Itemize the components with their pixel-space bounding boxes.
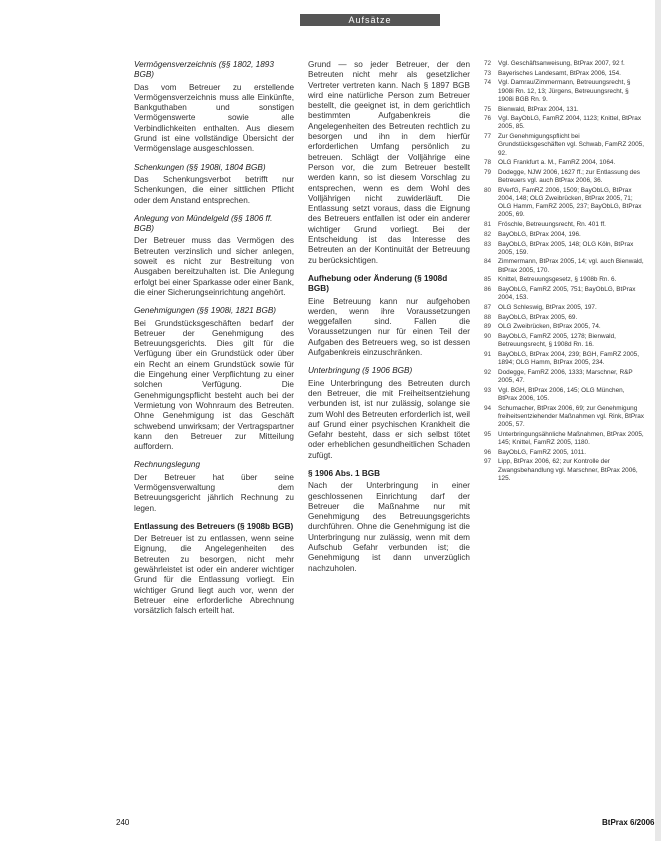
footnote-item: [484, 241, 644, 257]
footnote-item: [484, 449, 644, 457]
footnote-item: [484, 159, 644, 167]
footnote-number: 76: [484, 115, 492, 123]
footnote-item: [484, 187, 644, 220]
section-heading: Anlegung von Mündelgeld (§§ 1806 ff. BGB): [134, 213, 273, 234]
footnote-text: OLG Zweibrücken, BtPrax 2005, 74.: [498, 323, 601, 331]
footnote-item: [484, 333, 644, 349]
section-body: Das vom Betreuer zu erstellende Vermögensverzeichnis muss alle Einkünfte, Bankguthaben und sonstigen Vermögenswerte sowie alle Verbindlichkeiten enthalten. Aus diesem Grund ist eine vollständige Übersicht der Vermögenslage ausgeschlossen.: [134, 82, 294, 154]
footnote-number: 91: [484, 351, 492, 358]
footnote-item: [484, 231, 644, 239]
footnote-number: 90: [484, 333, 492, 341]
text-section: [308, 274, 470, 358]
footnote-list: [484, 60, 644, 483]
footnote-item: [484, 133, 644, 158]
footnote-item: [484, 431, 644, 447]
footnote-number: 93: [484, 386, 492, 394]
footnote-number: 96: [484, 448, 492, 456]
footnote-number: 78: [484, 159, 492, 167]
section-heading: Entlassung des Betreuers (§ 1908b BGB): [134, 521, 294, 531]
text-section: [134, 163, 294, 206]
footnote-number: 75: [484, 105, 492, 113]
footnote-number: 87: [484, 303, 492, 311]
footnote-number: 82: [484, 230, 492, 238]
footnote-number: 80: [484, 186, 492, 194]
page-edge-shadow: [655, 0, 661, 841]
section-heading: Unterbringung (§ 1906 BGB): [308, 366, 413, 376]
footnote-text: Vgl. BayObLG, FamRZ 2004, 1123; Knittel, BtPrax 2005, 85.: [498, 115, 642, 131]
footnote-number: 92: [484, 368, 492, 376]
text-section: [134, 214, 294, 298]
section-heading: Vermögensverzeichnis (§§ 1802, 1893 BGB): [134, 60, 274, 80]
footnote-text: Fröschle, Betreuungsrecht, Rn. 401 ff.: [498, 221, 606, 229]
footnote-number: 72: [484, 60, 492, 67]
footnote-item: [484, 314, 644, 322]
footnote-number: 86: [484, 286, 492, 294]
footnote-text: Vgl. Damrau/Zimmermann, Betreuungsrecht, § 1908i Rn. 12, 13; Jürgens, Betreuungsrecht, § 1908i BGB Rn. 9.: [498, 79, 631, 103]
section-heading: § 1906 Abs. 1 BGB: [308, 468, 381, 478]
footnote-number: 85: [484, 276, 492, 284]
footnote-text: Bayerisches Landesamt, BtPrax 2006, 154.: [498, 69, 621, 77]
footnote-number: 83: [484, 240, 492, 248]
footnote-number: 89: [484, 323, 492, 331]
footnote-text: BayObLG, FamRZ 2005, 1011.: [498, 448, 586, 456]
footnote-text: BayObLG, BtPrax 2004, 196.: [498, 230, 581, 238]
footnote-item: [484, 387, 644, 403]
footnote-item: [484, 169, 644, 185]
section-heading: Schenkungen (§§ 1908i, 1804 BGB): [134, 162, 266, 172]
section-heading: Aufhebung oder Änderung (§ 1908d BGB): [308, 273, 448, 294]
text-section: [308, 469, 470, 574]
page-number: 240: [116, 818, 130, 827]
footnote-text: BayObLG, BtPrax 2005, 148; OLG Köln, BtPrax 2005, 159.: [498, 240, 634, 256]
journal-issue: BtPrax 6/2006: [602, 818, 655, 827]
footnote-item: [484, 286, 644, 302]
footnote-text: Lipp, BtPrax 2006, 62; zur Kontrolle der Zwangsbehandlung vgl. Marschner, BtPrax 2006, 125.: [498, 458, 638, 482]
text-section: [308, 366, 470, 461]
footnote-number: 79: [484, 168, 492, 176]
footnote-item: [484, 70, 644, 78]
footnote-text: Knittel, Betreuungsgesetz, § 1908b Rn. 6.: [498, 276, 617, 284]
footnote-number: 84: [484, 258, 492, 266]
text-section: [134, 60, 294, 155]
footnote-item: [484, 323, 644, 331]
footnote-item: [484, 304, 644, 312]
section-body: Der Betreuer ist zu entlassen, wenn seine Eignung, die Angelegenheiten des Betreuten zu besorgen, nicht mehr gewährleistet ist oder ein anderer wichtiger Grund für die Entlassung vorliegt. Ein wichtiger Grund liegt auch vor, wenn der Betreuer eine erforderliche Abrechnung vorsätzlich falsch erteilt hat.: [134, 534, 294, 616]
footnote-number: 77: [484, 133, 492, 141]
footnote-item: [484, 115, 644, 131]
section-header: Aufsätze: [300, 14, 440, 26]
footnote-item: [484, 60, 644, 68]
footnote-text: Vgl. BGH, BtPrax 2006, 145; OLG München, BtPrax 2006, 105.: [498, 386, 625, 403]
footnote-text: Vgl. Geschäftsanweisung, BtPrax 2007, 92 f.: [498, 60, 625, 67]
section-body: Der Betreuer hat über seine Vermögensverwaltung dem Betreuungsgericht jährlich Rechnung zu legen.: [134, 472, 294, 513]
footnote-text: Unterbringungsähnliche Maßnahmen, BtPrax 2005, 145; Knittel, FamRZ 2005, 1180.: [498, 430, 644, 447]
footnote-text: Bienwald, BtPrax 2004, 131.: [498, 105, 579, 113]
footnote-item: [484, 458, 644, 483]
footnote-text: Dodegge, FamRZ 2006, 1333; Marschner, R&P 2005, 47.: [498, 368, 633, 385]
column-middle: [308, 60, 470, 800]
footnote-text: Zur Genehmigungspflicht bei Grundstücksgeschäften vgl. Schwab, FamRZ 2005, 92.: [498, 133, 644, 157]
text-section: [134, 460, 294, 513]
footnote-number: 97: [484, 458, 492, 466]
footnote-text: BayObLG, BtPrax 2004, 239; BGH, FamRZ 2005, 1894; OLG Hamm, BtPrax 2005, 234.: [498, 351, 640, 367]
footnote-number: 81: [484, 221, 492, 229]
footnote-number: 95: [484, 430, 492, 438]
section-body: Das Schenkungsverbot betrifft nur Schenkungen, die einer sittlichen Pflicht oder dem Anstand entsprechen.: [134, 174, 294, 205]
footnote-text: BayObLG, FamRZ 2005, 751; BayObLG, BtPrax 2004, 153.: [498, 286, 636, 302]
footnote-text: BVerfG, FamRZ 2006, 1509; BayObLG, BtPrax 2004, 148; OLG Zweibrücken, BtPrax 2005, 71; OLG Hamm, FamRZ 2005, 237; BayObLG, BtPrax 2005, 69.: [498, 186, 642, 219]
text-section: [308, 60, 470, 266]
column-left: [134, 60, 294, 800]
footnote-item: [484, 221, 644, 229]
section-heading: Rechnungslegung: [134, 460, 201, 470]
text-section: [134, 306, 294, 452]
column-footnotes: [484, 60, 644, 800]
text-section: [134, 522, 294, 617]
footnote-number: 94: [484, 404, 492, 412]
footnote-number: 73: [484, 69, 492, 77]
footnote-item: [484, 351, 644, 367]
footnote-text: Zimmermann, BtPrax 2005, 14; vgl. auch Bienwald, BtPrax 2005, 170.: [498, 258, 644, 274]
section-heading: Genehmigungen (§§ 1908i, 1821 BGB): [134, 306, 277, 316]
section-body: Eine Betreuung kann nur aufgehoben werden, wenn ihre Voraussetzungen weggefallen sind. Fallen die Voraussetzungen nur für einen Teil der Aufgaben des Betreuers weg, so ist dessen Aufgabenkreis einzuschränken.: [308, 296, 470, 358]
section-body: Eine Unterbringung des Betreuten durch den Betreuer, die mit Freiheitsentziehung verbunden ist, ist nur zulässig, solange sie zum Wohl des Betreuten erforderlich ist, weil auf Grund einer psychischen Krankheit die Gefahr besteht, dass er sich selbst tötet oder erheblichen gesundheitlichen Schaden zufügt.: [308, 378, 470, 460]
footnote-text: BayObLG, BtPrax 2005, 69.: [498, 313, 578, 321]
section-body: Der Betreuer muss das Vermögen des Betreuten verzinslich und sicher anlegen, soweit es nicht zur Bestreitung von Ausgaben bereitzuhalten ist. Die Anlegung erfolgt bei einer Sparkasse oder einer Bank, die einer Sicherungseinrichtung angehört.: [134, 236, 294, 297]
footnote-item: [484, 276, 644, 284]
section-body: Grund — so jeder Betreuer, der den Betreuten nicht mehr als gesetzlicher Vertreter vertreten kann. Nach § 1897 BGB wird eine natürliche Person zum Betreuer bestellt, die geeignet ist, in dem gerichtlich bestimmten Aufgabenkreis die Angelegenheiten des Betreuten rechtlich zu besorgen und ihn in dem hierfür erforderlichen Umfang persönlich zu betreuen. Schlägt der Volljährige eine Person vor, die zum Betreuer bestellt werden kann, so ist diesem Vorschlag zu entsprechen, wenn es dem Wohl des Volljährigen nicht zuwiderläuft. Die Entlassung setzt voraus, dass die Eignung des Betreuers entfallen ist oder ein anderer wichtiger Grund vorliegt. Bei der Entscheidung ist das Interesse des Betreuten an der Kontinuität der Betreuung zu berücksichtigen.: [308, 60, 470, 265]
footnote-text: OLG Frankfurt a. M., FamRZ 2004, 1064.: [498, 159, 616, 167]
footnote-number: 88: [484, 313, 492, 321]
footnote-text: Dodegge, NJW 2006, 1627 ff.; zur Entlassung des Betreuers vgl. auch BtPrax 2006, 36.: [498, 168, 640, 185]
section-body: Bei Grundstücksgeschäften bedarf der Betreuer der Genehmigung des Betreuungsgerichts. Dies gilt für die Verfügung über ein Grundstück oder über ein Recht an einem Grundstück sowie für die Eingehung einer Verpflichtung zu einer solchen Verfügung. Die Genehmigungspflicht besteht auch bei der Vermietung von Wohnraum des Betreuten. Ohne Genehmigung ist das Geschäft schwebend unwirksam; der Vertragspartner kann den Betreuer zur Mitteilung auffordern.: [134, 318, 294, 452]
footnote-item: [484, 258, 644, 274]
footnote-item: [484, 106, 644, 114]
footnote-item: [484, 405, 644, 430]
footnote-text: Schumacher, BtPrax 2006, 69; zur Genehmigung freiheitsentziehender Maßnahmen vgl. Rink, BtPrax 2005, 57.: [498, 404, 644, 429]
footnote-text: OLG Schleswig, BtPrax 2005, 197.: [498, 303, 597, 311]
footnote-number: 74: [484, 79, 492, 87]
footnote-item: [484, 369, 644, 385]
footnote-item: [484, 79, 644, 104]
section-body: Nach der Unterbringung in einer geschlossenen Einrichtung darf der Betreuer die Maßnahme nur mit Genehmigung des Betreuungsgerichts durchführen. Ohne die Genehmigung ist die Unterbringung nur zulässig, wenn mit dem Aufschub Gefahr verbunden ist; die Genehmigung ist dann unverzüglich nachzuholen.: [308, 481, 470, 573]
footnote-text: BayObLG, FamRZ 2005, 1278; Bienwald, Betreuungsrecht, § 1908d Rn. 16.: [498, 333, 616, 349]
